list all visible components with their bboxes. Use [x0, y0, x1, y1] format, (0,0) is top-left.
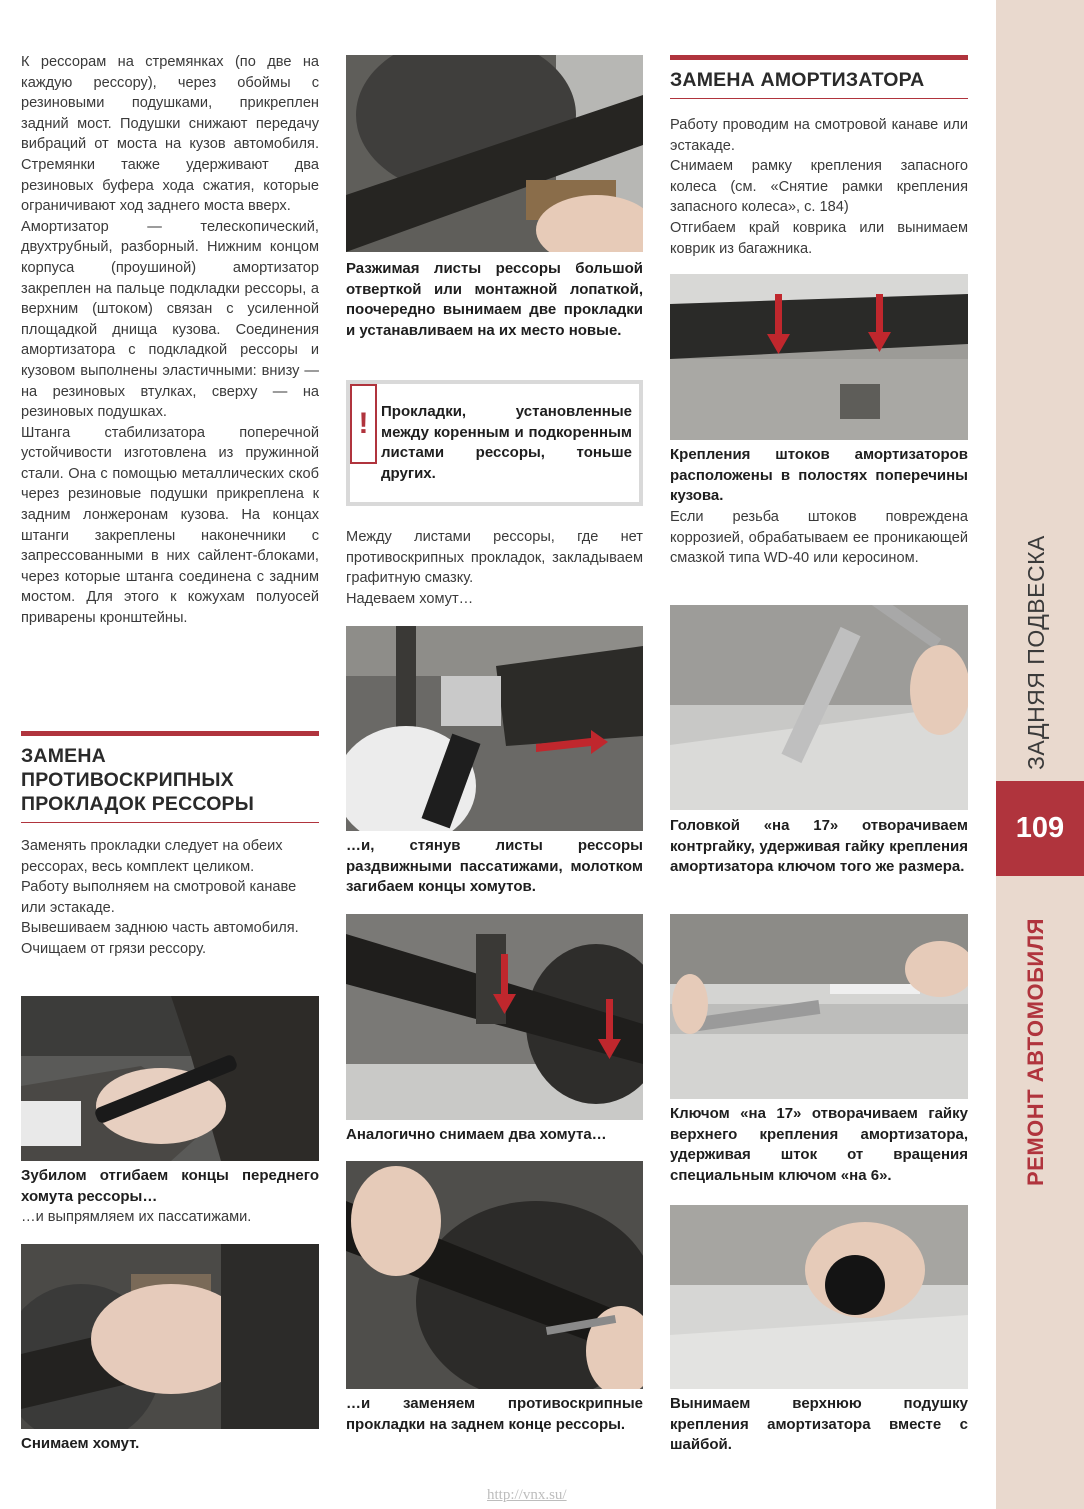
chapter-title: ЗАДНЯЯ ПОДВЕСКА — [1023, 535, 1049, 770]
col2-body — [346, 527, 643, 609]
col3-intro — [670, 115, 968, 259]
col3-body-text: Если резьба штоков повреждена коррозией, обрабатываем ее проникающей смазкой типа WD-40 или керосином. — [670, 509, 968, 567]
col1-intro-text: К рессорам на стремянках (по две на каждую рессору), через обоймы с резиновыми подушками, прикреплен задний мост. Подушки снижают передачу вибраций от моста на кузов автомобиля. Стремянки также удерживают два резиновых буфера хода сжатия, которые ограничивают ход заднего моста вверх. Амортизатор — телескопический, двухтрубный, разборный. Нижним концом корпуса (проушиной) амортизатор закреплен на пальце подкладки рессоры, а верхним (штоком) связан с усиленной площадкой днища кузова. Соединения амортизатора с подкладкой рессоры и кузовом выполнены эластичными: внизу — на резиновых втулках, сверху — на резиновых подушках. Штанга стабилизатора поперечной устойчивости изготовлена из пружинной стали. Она с помощью металлических скоб через резиновые подушки прикреплена к задним лонжеронам кузова. На концах штанги закреплены наконечники с запрессованными в них сайлент-блоками, через которые штанга соединена с задним мостом. Для этого к кожухам полуосей приварены кронштейны. — [21, 54, 319, 627]
photo-chisel — [21, 996, 319, 1161]
col1-section-text: Заменять прокладки следует на обеих рессорах, весь комплект целиком. Работу выполняем на смотровой канаве или эстакаде. Вывешиваем заднюю часть автомобиля. Очищаем от грязи рессору. — [21, 838, 299, 957]
section-rule — [21, 822, 319, 823]
photo-wrench-17 — [670, 914, 968, 1099]
exclamation-icon: ! — [350, 384, 377, 464]
caption-trunk-mounts: Крепления штоков амортизаторов расположены в полостях поперечины кузова. — [670, 446, 968, 504]
col2-caption4 — [346, 1394, 643, 1435]
photo-socket-17 — [670, 605, 968, 810]
col3-caption4 — [670, 1394, 968, 1456]
photo-remove-clamp — [21, 1244, 319, 1429]
col1-caption2 — [21, 1434, 319, 1455]
caption-squeeze-leaves: …и, стянув листы рессоры раздвижными пассатижами, молотком загибаем концы хомутов. — [346, 837, 643, 895]
col2-body-text: Между листами рессоры, где нет противоскрипных прокладок, закладываем графитную смазку. Надеваем хомут… — [346, 529, 643, 607]
footer-url[interactable]: http://vnx.su/ — [487, 1487, 567, 1503]
col3-intro-text: Работу проводим на смотровой канаве или эстакаде. Снимаем рамку крепления запасного колеса (см. «Снятие рамки крепления запасного колеса», с. 184) Отгибаем край коврика или вынимаем коврик из багажника. — [670, 117, 968, 257]
col1-section-body — [21, 836, 319, 960]
col2-caption2 — [346, 836, 643, 898]
photo-insert-pads — [346, 55, 643, 252]
caption-insert-pads: Разжимая листы рессоры большой отверткой или монтажной лопаткой, поочередно вынимаем две прокладки и устанавливаем на их место новые. — [346, 260, 643, 339]
col2-caption3 — [346, 1125, 643, 1146]
col3-caption1 — [670, 445, 968, 507]
caption-rear-pads: …и заменяем противоскрипные прокладки на заднем конце рессоры. — [346, 1395, 643, 1433]
caption-remove-clamp: Снимаем хомут. — [21, 1435, 140, 1452]
caption-upper-cushion: Вынимаем верхнюю подушку крепления амортизатора вместе с шайбой. — [670, 1395, 968, 1453]
warning-note-text: Прокладки, установленные между коренным и подкоренным листами рессоры, тоньше других. — [381, 403, 632, 482]
col3-caption2 — [670, 816, 968, 878]
col3-body — [670, 507, 968, 569]
page-number: 109 — [996, 781, 1084, 876]
col1-caption1 — [21, 1166, 319, 1228]
caption-wrench-17: Ключом «на 17» отворачиваем гайку верхнего крепления амортизатора, удерживая шток от вращения специальным ключом «на 6». — [670, 1105, 968, 1184]
warning-note — [346, 380, 643, 506]
col1-intro — [21, 52, 319, 629]
section-header-shock — [670, 55, 968, 99]
section-title-pads: ЗАМЕНА ПРОТИВОСКРИПНЫХ ПРОКЛАДОК РЕССОРЫ — [21, 745, 255, 815]
caption-socket-17: Головкой «на 17» отворачиваем контргайку, удерживая гайку крепления амортизатора ключом того же размера. — [670, 817, 968, 875]
section-header-pads — [21, 731, 319, 823]
caption-chisel: Зубилом отгибаем концы переднего хомута рессоры… — [21, 1167, 319, 1205]
section-rule — [670, 98, 968, 99]
col3-caption3 — [670, 1104, 968, 1186]
caption-two-clamps: Аналогично снимаем два хомута… — [346, 1126, 607, 1143]
photo-two-clamps — [346, 914, 643, 1120]
photo-trunk-mounts — [670, 274, 968, 440]
warning-note-body — [350, 384, 639, 502]
caption-pliers-straighten: …и выпрямляем их пассатижами. — [21, 1209, 252, 1225]
photo-squeeze-leaves — [346, 626, 643, 831]
photo-upper-cushion — [670, 1205, 968, 1389]
photo-rear-pads — [346, 1161, 643, 1389]
book-title: РЕМОНТ АВТОМОБИЛЯ — [1023, 918, 1048, 1186]
col2-caption1 — [346, 259, 643, 341]
section-title-shock: ЗАМЕНА АМОРТИЗАТОРА — [670, 69, 925, 91]
